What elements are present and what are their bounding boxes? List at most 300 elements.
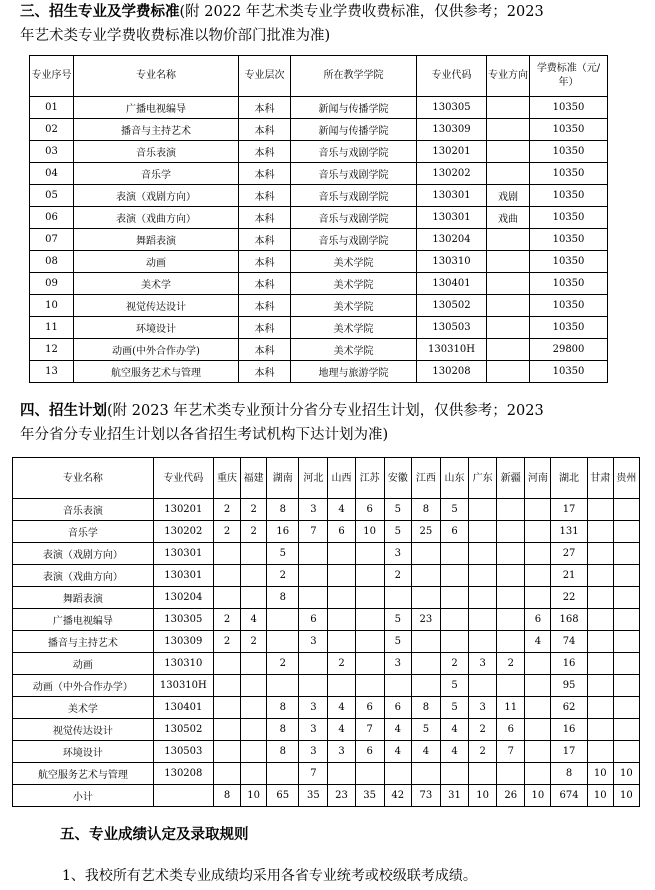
plan-header-cell: 专业代码 xyxy=(153,458,213,499)
table-cell: 62 xyxy=(551,697,587,719)
table-cell: 8 xyxy=(267,741,299,763)
plan-header-cell: 河南 xyxy=(525,458,551,499)
table-cell: 17 xyxy=(551,499,587,521)
table-cell: 10350 xyxy=(530,229,608,251)
table-cell: 10350 xyxy=(530,141,608,163)
table-cell xyxy=(213,565,240,587)
table-cell: 6 xyxy=(355,697,384,719)
plan-header-cell: 新疆 xyxy=(497,458,525,499)
table-row xyxy=(30,185,608,207)
table-cell: 02 xyxy=(30,119,74,141)
table-cell: 16 xyxy=(267,521,299,543)
table-cell: 本科 xyxy=(239,163,291,185)
total-cell: 42 xyxy=(384,785,411,807)
total-cell: 10 xyxy=(525,785,551,807)
table-cell: 表演（戏剧方向） xyxy=(74,185,239,207)
table-cell: 16 xyxy=(551,653,587,675)
table-cell xyxy=(355,675,384,697)
table-row xyxy=(13,565,640,587)
plan-header-cell: 专业名称 xyxy=(13,458,154,499)
table-cell xyxy=(328,565,355,587)
section5-paragraph-1: 1、我校所有艺术类专业成绩均采用各省专业统考或校级联考成绩。 xyxy=(62,868,477,884)
table-cell xyxy=(355,609,384,631)
table-cell xyxy=(613,565,639,587)
table-cell: 3 xyxy=(299,499,328,521)
table-cell xyxy=(469,675,497,697)
table-cell: 美术学院 xyxy=(291,251,417,273)
table-cell xyxy=(613,609,639,631)
table-cell xyxy=(469,763,497,785)
table-cell: 本科 xyxy=(239,361,291,383)
table-cell: 6 xyxy=(299,609,328,631)
table-cell xyxy=(299,653,328,675)
plan-header-cell: 江西 xyxy=(411,458,440,499)
table-cell xyxy=(241,719,267,741)
table-cell: 2 xyxy=(328,653,355,675)
table-cell: 音乐与戏剧学院 xyxy=(291,229,417,251)
table-cell xyxy=(487,295,530,317)
table-cell: 130305 xyxy=(153,609,213,631)
table-cell: 美术学院 xyxy=(291,339,417,361)
table-cell xyxy=(355,565,384,587)
table-cell: 10350 xyxy=(530,295,608,317)
total-cell: 10 xyxy=(613,785,639,807)
table-cell: 130201 xyxy=(153,499,213,521)
table-cell xyxy=(384,763,411,785)
table-cell xyxy=(525,719,551,741)
total-cell: 小计 xyxy=(13,785,154,807)
table-cell xyxy=(241,543,267,565)
table-cell: 01 xyxy=(30,97,74,119)
plan-header-cell: 河北 xyxy=(299,458,328,499)
table-cell xyxy=(241,741,267,763)
table-cell: 16 xyxy=(551,719,587,741)
enrollment-plan-body xyxy=(13,499,640,807)
table-cell: 动画 xyxy=(13,653,154,675)
table-cell xyxy=(497,499,525,521)
table-cell: 10350 xyxy=(530,361,608,383)
table-cell: 4 xyxy=(328,499,355,521)
table-cell: 6 xyxy=(328,521,355,543)
table-cell: 130301 xyxy=(153,543,213,565)
table-cell: 舞蹈表演 xyxy=(74,229,239,251)
table-cell xyxy=(267,763,299,785)
total-cell: 35 xyxy=(299,785,328,807)
table-cell xyxy=(241,675,267,697)
table-cell xyxy=(411,675,440,697)
table-cell: 130204 xyxy=(417,229,487,251)
table-cell xyxy=(299,565,328,587)
total-row xyxy=(13,785,640,807)
total-cell: 23 xyxy=(328,785,355,807)
table-cell xyxy=(525,565,551,587)
table-cell: 美术学院 xyxy=(291,273,417,295)
table-cell: 5 xyxy=(384,499,411,521)
table-row xyxy=(30,295,608,317)
table-cell xyxy=(328,675,355,697)
table-cell: 130310H xyxy=(417,339,487,361)
table-cell xyxy=(587,675,613,697)
table-row xyxy=(30,163,608,185)
table-cell: 2 xyxy=(440,653,468,675)
table-cell: 130503 xyxy=(153,741,213,763)
table-cell xyxy=(411,587,440,609)
table-cell xyxy=(497,565,525,587)
table-row xyxy=(13,587,640,609)
table-cell xyxy=(440,763,468,785)
table-cell xyxy=(241,565,267,587)
plan-header-cell: 山西 xyxy=(328,458,355,499)
table-cell: 130305 xyxy=(417,97,487,119)
total-cell xyxy=(153,785,213,807)
table-cell: 本科 xyxy=(239,119,291,141)
table-cell xyxy=(587,741,613,763)
table-cell: 10350 xyxy=(530,207,608,229)
table-cell xyxy=(497,521,525,543)
table-cell: 10350 xyxy=(530,97,608,119)
table-cell: 5 xyxy=(384,521,411,543)
total-cell: 10 xyxy=(241,785,267,807)
table-cell xyxy=(587,653,613,675)
tuition-table-header xyxy=(30,56,608,97)
table-cell xyxy=(328,631,355,653)
total-cell: 65 xyxy=(267,785,299,807)
table-cell: 8 xyxy=(267,719,299,741)
table-cell xyxy=(487,317,530,339)
table-cell: 09 xyxy=(30,273,74,295)
table-cell xyxy=(328,587,355,609)
tuition-header-cell: 专业名称 xyxy=(74,56,239,97)
table-cell xyxy=(384,675,411,697)
table-cell: 2 xyxy=(241,631,267,653)
total-cell: 31 xyxy=(440,785,468,807)
table-cell: 5 xyxy=(440,499,468,521)
tuition-table xyxy=(29,55,608,383)
table-cell xyxy=(613,653,639,675)
table-cell: 2 xyxy=(384,565,411,587)
table-cell: 130401 xyxy=(417,273,487,295)
table-row xyxy=(30,361,608,383)
table-cell xyxy=(241,697,267,719)
table-cell: 本科 xyxy=(239,207,291,229)
table-cell: 环境设计 xyxy=(74,317,239,339)
table-cell: 10350 xyxy=(530,163,608,185)
tuition-header-cell: 专业序号 xyxy=(30,56,74,97)
table-cell: 27 xyxy=(551,543,587,565)
table-cell xyxy=(299,587,328,609)
table-cell: 4 xyxy=(411,741,440,763)
table-cell: 2 xyxy=(241,521,267,543)
table-cell: 新闻与传播学院 xyxy=(291,97,417,119)
table-cell: 6 xyxy=(440,521,468,543)
table-cell xyxy=(613,543,639,565)
table-cell xyxy=(469,499,497,521)
table-cell xyxy=(328,609,355,631)
table-cell xyxy=(299,543,328,565)
table-cell: 7 xyxy=(497,741,525,763)
table-cell: 音乐表演 xyxy=(74,141,239,163)
table-cell: 10350 xyxy=(530,317,608,339)
table-cell xyxy=(525,521,551,543)
table-cell xyxy=(525,587,551,609)
table-cell xyxy=(213,675,240,697)
table-cell: 10 xyxy=(587,763,613,785)
table-cell: 2 xyxy=(267,653,299,675)
table-cell xyxy=(525,653,551,675)
table-cell: 本科 xyxy=(239,273,291,295)
table-cell xyxy=(469,543,497,565)
enrollment-plan-header xyxy=(13,458,640,499)
table-cell: 动画(中外合作办学) xyxy=(74,339,239,361)
section3-heading xyxy=(20,0,640,48)
table-cell xyxy=(487,163,530,185)
table-cell: 17 xyxy=(551,741,587,763)
table-cell: 环境设计 xyxy=(13,741,154,763)
section4-note-line2: 年分省分专业招生计划以各省招生考试机构下达计划为准) xyxy=(20,427,389,443)
tuition-header-cell: 专业代码 xyxy=(417,56,487,97)
table-cell: 130208 xyxy=(417,361,487,383)
table-row xyxy=(13,631,640,653)
section4-title: 四、招生计划 xyxy=(20,403,107,419)
table-cell xyxy=(487,339,530,361)
table-cell xyxy=(440,609,468,631)
table-cell xyxy=(469,631,497,653)
enrollment-plan-table xyxy=(12,457,640,807)
table-cell: 3 xyxy=(299,697,328,719)
table-cell: 音乐与戏剧学院 xyxy=(291,163,417,185)
table-cell xyxy=(613,521,639,543)
table-cell: 3 xyxy=(384,543,411,565)
section4-note-line1: (附 2023 年艺术类专业预计分省分专业招生计划，仅供参考；2023 xyxy=(107,403,544,419)
total-cell: 10 xyxy=(469,785,497,807)
total-cell: 73 xyxy=(411,785,440,807)
table-cell xyxy=(213,653,240,675)
table-cell xyxy=(587,631,613,653)
table-row xyxy=(30,251,608,273)
table-cell xyxy=(384,587,411,609)
table-cell xyxy=(355,763,384,785)
tuition-table-body xyxy=(30,97,608,383)
table-cell: 广播电视编导 xyxy=(74,97,239,119)
table-cell: 21 xyxy=(551,565,587,587)
table-cell: 本科 xyxy=(239,295,291,317)
table-cell: 03 xyxy=(30,141,74,163)
table-row xyxy=(30,207,608,229)
table-cell: 2 xyxy=(213,499,240,521)
table-cell: 3 xyxy=(299,741,328,763)
table-cell xyxy=(587,587,613,609)
table-cell: 29800 xyxy=(530,339,608,361)
table-cell: 3 xyxy=(469,653,497,675)
table-cell xyxy=(587,719,613,741)
table-cell: 航空服务艺术与管理 xyxy=(13,763,154,785)
table-cell: 130204 xyxy=(153,587,213,609)
table-cell: 3 xyxy=(384,653,411,675)
table-cell xyxy=(613,587,639,609)
table-row xyxy=(13,521,640,543)
table-cell xyxy=(613,741,639,763)
table-cell: 130401 xyxy=(153,697,213,719)
table-cell: 2 xyxy=(469,719,497,741)
table-cell xyxy=(497,609,525,631)
table-row xyxy=(13,543,640,565)
plan-header-cell: 山东 xyxy=(440,458,468,499)
table-cell: 11 xyxy=(30,317,74,339)
table-cell: 8 xyxy=(267,587,299,609)
table-cell xyxy=(613,697,639,719)
table-cell: 音乐与戏剧学院 xyxy=(291,207,417,229)
table-cell xyxy=(587,697,613,719)
table-cell: 8 xyxy=(411,499,440,521)
table-cell: 12 xyxy=(30,339,74,361)
table-cell: 视觉传达设计 xyxy=(74,295,239,317)
table-row xyxy=(30,317,608,339)
table-cell: 4 xyxy=(384,741,411,763)
table-cell: 74 xyxy=(551,631,587,653)
table-cell: 美术学 xyxy=(74,273,239,295)
table-cell xyxy=(487,229,530,251)
table-cell xyxy=(497,587,525,609)
table-cell: 130309 xyxy=(417,119,487,141)
table-row xyxy=(30,141,608,163)
table-cell: 130503 xyxy=(417,317,487,339)
table-cell: 130309 xyxy=(153,631,213,653)
table-cell: 130310H xyxy=(153,675,213,697)
table-cell xyxy=(328,543,355,565)
table-cell: 本科 xyxy=(239,141,291,163)
section3-note-line1: (附 2022 年艺术类专业学费收费标准，仅供参考；2023 xyxy=(179,4,544,20)
table-cell: 130502 xyxy=(417,295,487,317)
table-cell: 11 xyxy=(497,697,525,719)
table-cell: 音乐学 xyxy=(13,521,154,543)
table-cell: 130310 xyxy=(153,653,213,675)
table-cell: 3 xyxy=(299,631,328,653)
table-cell xyxy=(299,675,328,697)
table-cell: 2 xyxy=(267,565,299,587)
table-cell: 8 xyxy=(411,697,440,719)
table-cell: 130301 xyxy=(417,185,487,207)
table-row xyxy=(13,697,640,719)
table-cell: 25 xyxy=(411,521,440,543)
table-cell xyxy=(613,499,639,521)
table-cell xyxy=(440,565,468,587)
table-cell xyxy=(267,631,299,653)
table-cell xyxy=(469,565,497,587)
table-cell xyxy=(411,565,440,587)
table-cell: 130208 xyxy=(153,763,213,785)
table-cell: 2 xyxy=(213,609,240,631)
table-cell: 本科 xyxy=(239,185,291,207)
table-cell: 130502 xyxy=(153,719,213,741)
table-row xyxy=(13,763,640,785)
table-cell: 168 xyxy=(551,609,587,631)
table-cell xyxy=(487,251,530,273)
total-cell: 674 xyxy=(551,785,587,807)
table-cell: 06 xyxy=(30,207,74,229)
table-cell: 7 xyxy=(299,763,328,785)
table-cell: 4 xyxy=(241,609,267,631)
table-cell: 5 xyxy=(440,675,468,697)
table-cell: 05 xyxy=(30,185,74,207)
table-cell xyxy=(487,141,530,163)
table-cell: 4 xyxy=(440,741,468,763)
table-cell xyxy=(411,631,440,653)
plan-header-cell: 福建 xyxy=(241,458,267,499)
table-cell: 2 xyxy=(213,521,240,543)
table-cell: 07 xyxy=(30,229,74,251)
table-cell: 130301 xyxy=(153,565,213,587)
table-cell xyxy=(497,631,525,653)
table-cell xyxy=(440,587,468,609)
table-cell: 4 xyxy=(328,697,355,719)
table-cell xyxy=(525,499,551,521)
table-cell: 戏剧 xyxy=(487,185,530,207)
table-row xyxy=(30,229,608,251)
table-cell: 5 xyxy=(267,543,299,565)
table-cell: 130202 xyxy=(153,521,213,543)
table-cell xyxy=(525,741,551,763)
table-row xyxy=(13,499,640,521)
table-cell: 美术学院 xyxy=(291,295,417,317)
table-cell: 04 xyxy=(30,163,74,185)
table-cell xyxy=(213,763,240,785)
table-cell: 130301 xyxy=(417,207,487,229)
table-row xyxy=(30,273,608,295)
tuition-header-cell: 专业方向 xyxy=(487,56,530,97)
section5-title: 五、专业成绩认定及录取规则 xyxy=(60,827,249,843)
table-cell xyxy=(355,587,384,609)
table-cell: 8 xyxy=(551,763,587,785)
table-cell xyxy=(241,763,267,785)
table-cell: 13 xyxy=(30,361,74,383)
table-cell xyxy=(587,565,613,587)
table-cell xyxy=(487,119,530,141)
table-cell xyxy=(213,741,240,763)
table-cell: 10 xyxy=(30,295,74,317)
table-cell xyxy=(469,587,497,609)
table-cell xyxy=(213,697,240,719)
table-cell: 表演（戏曲方向） xyxy=(74,207,239,229)
table-cell: 2 xyxy=(469,741,497,763)
plan-header-cell: 广东 xyxy=(469,458,497,499)
table-row xyxy=(13,653,640,675)
table-cell: 广播电视编导 xyxy=(13,609,154,631)
table-cell xyxy=(267,675,299,697)
table-cell: 地理与旅游学院 xyxy=(291,361,417,383)
table-cell xyxy=(355,653,384,675)
tuition-header-cell: 学费标准（元/年） xyxy=(530,56,608,97)
total-cell: 26 xyxy=(497,785,525,807)
table-cell: 3 xyxy=(299,719,328,741)
table-cell xyxy=(487,273,530,295)
table-cell xyxy=(213,719,240,741)
plan-header-cell: 湖北 xyxy=(551,458,587,499)
table-cell: 音乐与戏剧学院 xyxy=(291,185,417,207)
table-cell xyxy=(355,631,384,653)
table-cell: 美术学 xyxy=(13,697,154,719)
table-cell: 2 xyxy=(213,631,240,653)
table-cell xyxy=(213,587,240,609)
table-cell: 4 xyxy=(440,719,468,741)
table-cell: 6 xyxy=(497,719,525,741)
table-cell xyxy=(587,543,613,565)
table-row xyxy=(13,719,640,741)
total-cell: 10 xyxy=(587,785,613,807)
table-cell xyxy=(213,543,240,565)
table-cell: 10350 xyxy=(530,273,608,295)
plan-header-cell: 湖南 xyxy=(267,458,299,499)
table-cell xyxy=(241,587,267,609)
